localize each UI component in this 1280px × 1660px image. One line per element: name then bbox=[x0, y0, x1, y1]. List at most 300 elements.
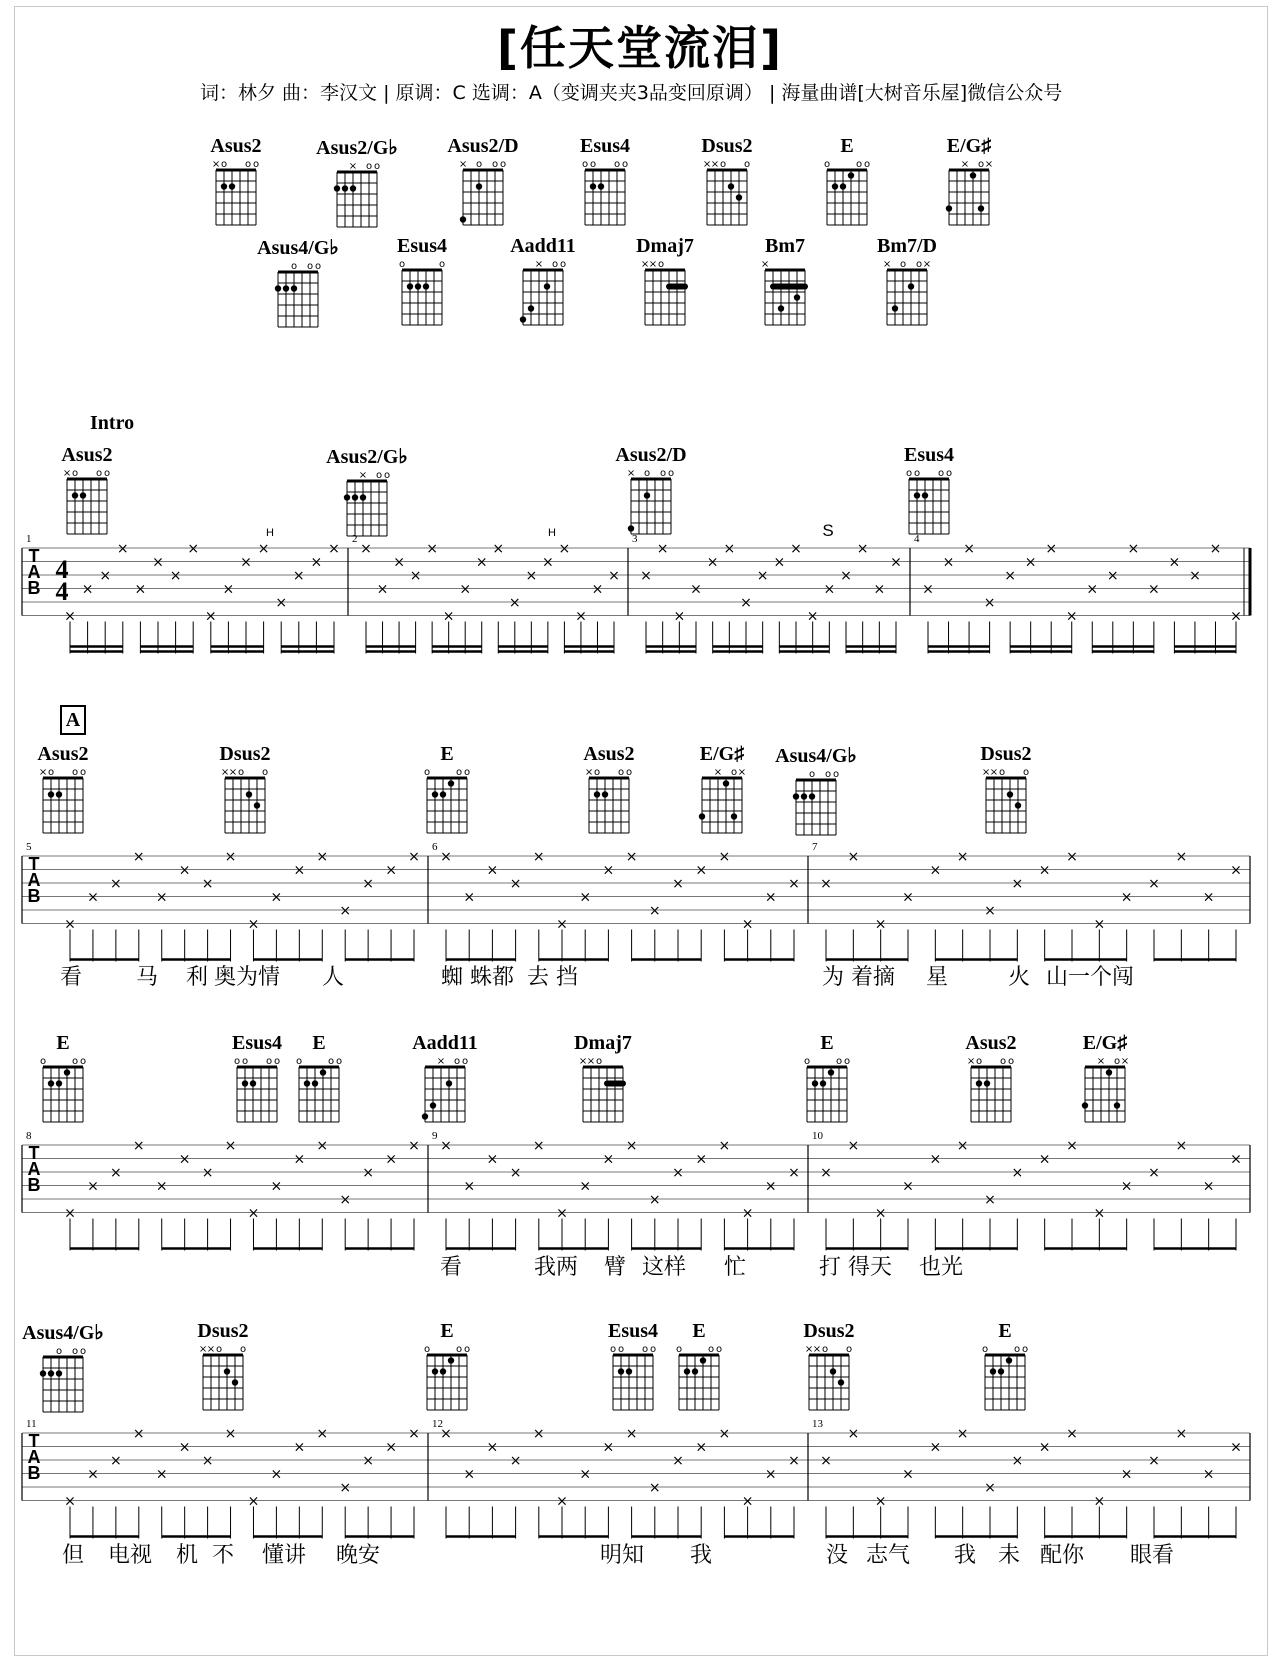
string-mark: o bbox=[659, 468, 667, 479]
tab-note: × bbox=[764, 1466, 777, 1483]
tab-note: × bbox=[1093, 916, 1106, 933]
string-mark: × bbox=[882, 259, 892, 270]
tab-note: × bbox=[806, 608, 819, 625]
lyric-word: 眼看 bbox=[1130, 1543, 1175, 1568]
tab-note: × bbox=[1066, 1426, 1078, 1442]
string-mark: × bbox=[981, 767, 991, 778]
string-mark: o bbox=[295, 1056, 303, 1067]
string-mark: o bbox=[975, 1056, 983, 1067]
tab-note: × bbox=[741, 916, 754, 933]
string-mark: × bbox=[648, 259, 658, 270]
lyric-word: 志气 bbox=[866, 1543, 911, 1568]
chord-name: Asus2/G♭ bbox=[316, 137, 398, 159]
tab-note: × bbox=[956, 1138, 969, 1154]
tab-note: × bbox=[764, 889, 777, 906]
string-mark: o bbox=[621, 159, 629, 170]
tab-note: × bbox=[508, 595, 521, 611]
string-mark: o bbox=[821, 1344, 829, 1355]
tab-note: × bbox=[393, 554, 405, 571]
string-mark: o bbox=[71, 767, 79, 778]
tab-note: × bbox=[956, 1426, 969, 1442]
string-mark: o bbox=[39, 1056, 47, 1067]
string-mark: o bbox=[455, 1344, 463, 1355]
tab-note: × bbox=[463, 889, 476, 906]
string-mark: × bbox=[358, 470, 368, 481]
tab-note: × bbox=[1230, 862, 1242, 879]
tab-note: × bbox=[874, 916, 887, 933]
tab-note: × bbox=[672, 1453, 684, 1469]
tab-note: × bbox=[87, 889, 99, 906]
string-mark: × bbox=[1096, 1056, 1106, 1067]
tab-note: × bbox=[929, 1439, 942, 1456]
tab-clef-letter: B bbox=[27, 578, 41, 598]
tab-note: × bbox=[764, 1178, 777, 1195]
measure-number: 13 bbox=[812, 1418, 823, 1430]
lyric-word: 我两 bbox=[534, 1255, 579, 1280]
tab-note: × bbox=[956, 849, 969, 865]
string-mark: o bbox=[463, 1344, 471, 1355]
string-mark: o bbox=[551, 259, 559, 270]
tab-note: × bbox=[316, 1426, 329, 1442]
lyric-word: 看 bbox=[440, 1255, 463, 1280]
tab-staff bbox=[22, 1418, 1250, 1539]
tab-note: × bbox=[1038, 862, 1051, 879]
tab-note: × bbox=[116, 541, 129, 557]
tab-note: × bbox=[532, 1138, 545, 1154]
tab-note: × bbox=[385, 862, 397, 879]
tab-note: × bbox=[293, 862, 306, 879]
tab-note: × bbox=[740, 595, 752, 611]
chord-name: Esus4 bbox=[903, 444, 955, 466]
tab-note: × bbox=[690, 581, 702, 598]
tab-note: × bbox=[1175, 1138, 1188, 1154]
string-mark: o bbox=[241, 1056, 249, 1067]
string-mark: o bbox=[103, 468, 111, 479]
string-mark: o bbox=[715, 1344, 723, 1355]
string-mark: o bbox=[945, 468, 953, 479]
string-mark: o bbox=[730, 767, 738, 778]
tab-clef-letter: T bbox=[28, 854, 40, 874]
chord-name: E/G♯ bbox=[946, 135, 992, 157]
tab-note: × bbox=[1106, 568, 1119, 584]
string-mark: o bbox=[47, 767, 55, 778]
tab-note: × bbox=[201, 1453, 214, 1469]
string-mark: o bbox=[373, 161, 381, 172]
chord-name: Esus4 bbox=[607, 1320, 659, 1342]
string-mark: o bbox=[641, 1344, 649, 1355]
tab-note: × bbox=[270, 1178, 283, 1195]
string-mark: × bbox=[626, 468, 636, 479]
tab-note: × bbox=[1175, 1426, 1188, 1442]
tab-note: × bbox=[385, 1439, 397, 1456]
string-mark: × bbox=[586, 1056, 596, 1067]
tab-note: × bbox=[625, 849, 638, 865]
lyric-word: 不 bbox=[212, 1543, 235, 1568]
string-mark: × bbox=[584, 767, 594, 778]
tab-note: × bbox=[1065, 608, 1078, 625]
tab-note: × bbox=[1148, 1453, 1160, 1469]
tab-note: × bbox=[1202, 889, 1215, 906]
tab-note: × bbox=[362, 1165, 375, 1181]
tab-note: × bbox=[1168, 554, 1181, 571]
lyric-word: 奥为情 bbox=[214, 965, 281, 990]
tab-note: × bbox=[790, 541, 802, 557]
tab-note: × bbox=[656, 541, 669, 557]
string-mark: o bbox=[365, 161, 373, 172]
string-mark: o bbox=[617, 767, 625, 778]
tab-note: × bbox=[788, 1165, 800, 1181]
string-mark: × bbox=[198, 1344, 208, 1355]
tab-note: × bbox=[440, 849, 452, 865]
page-title: [任天堂流泪] bbox=[496, 21, 784, 75]
tab-clef-letter: B bbox=[27, 1175, 41, 1195]
tab-note: × bbox=[1147, 581, 1160, 598]
tab-staff bbox=[22, 1130, 1250, 1251]
tab-note: × bbox=[408, 1138, 420, 1154]
chord-name: Dmaj7 bbox=[574, 1032, 632, 1054]
tab-note: × bbox=[440, 1426, 452, 1442]
tab-note: × bbox=[695, 1151, 708, 1168]
string-mark: × bbox=[966, 1056, 976, 1067]
tab-note: × bbox=[525, 568, 538, 584]
string-mark: o bbox=[383, 470, 391, 481]
tab-note: × bbox=[81, 581, 94, 598]
tab-note: × bbox=[408, 1426, 420, 1442]
string-mark: o bbox=[559, 259, 567, 270]
string-mark: × bbox=[640, 259, 650, 270]
tab-note: × bbox=[874, 1205, 887, 1222]
tab-note: × bbox=[1202, 1466, 1215, 1483]
tab-staff bbox=[22, 841, 1250, 962]
tab-note: × bbox=[1011, 876, 1024, 892]
string-mark: o bbox=[438, 259, 446, 270]
tab-note: × bbox=[201, 876, 214, 892]
string-mark: × bbox=[206, 1344, 216, 1355]
tab-note: × bbox=[773, 554, 786, 571]
lyric-word: 我 bbox=[690, 1543, 713, 1568]
tab-note: × bbox=[247, 1205, 260, 1222]
tab-note: × bbox=[648, 1192, 661, 1208]
string-mark: o bbox=[233, 1056, 241, 1067]
tab-note: × bbox=[608, 568, 620, 584]
chord-name: E/G♯ bbox=[1082, 1032, 1128, 1054]
string-mark: × bbox=[760, 259, 770, 270]
tab-clef-letter: T bbox=[28, 546, 40, 566]
tab-note: × bbox=[558, 541, 571, 557]
chord-name: Asus2 bbox=[965, 1032, 1017, 1054]
string-mark: o bbox=[845, 1344, 853, 1355]
chord-name: E bbox=[998, 1320, 1012, 1342]
string-mark: o bbox=[675, 1344, 683, 1355]
tab-note: × bbox=[240, 554, 252, 571]
chord-name: E bbox=[312, 1032, 326, 1054]
tab-note: × bbox=[723, 541, 736, 557]
tab-note: × bbox=[1230, 1151, 1242, 1168]
string-mark: o bbox=[461, 1056, 469, 1067]
tab-note: × bbox=[463, 1178, 476, 1195]
tab-note: × bbox=[169, 568, 182, 584]
tab-clef-letter: T bbox=[28, 1431, 40, 1451]
lyric-word: 没 bbox=[826, 1543, 849, 1568]
tab-note: × bbox=[224, 1138, 237, 1154]
tab-note: × bbox=[847, 1138, 860, 1154]
tab-note: × bbox=[247, 1493, 260, 1510]
string-mark: o bbox=[1013, 1344, 1021, 1355]
tab-note: × bbox=[602, 1151, 615, 1168]
tab-note: × bbox=[823, 581, 836, 598]
string-mark: × bbox=[534, 259, 544, 270]
chord-name: Esus4 bbox=[396, 235, 448, 257]
string-mark: × bbox=[211, 159, 221, 170]
tab-note: × bbox=[820, 1165, 832, 1181]
tab-note: × bbox=[840, 568, 852, 584]
tab-note: × bbox=[152, 554, 164, 571]
string-mark: o bbox=[998, 767, 1006, 778]
tab-note: × bbox=[509, 1165, 522, 1181]
chord-name: Asus2/D bbox=[447, 135, 519, 157]
tab-staff bbox=[22, 533, 1250, 654]
string-mark: o bbox=[55, 1346, 63, 1357]
string-mark: o bbox=[832, 769, 840, 780]
lyric-word: 人 bbox=[322, 965, 345, 990]
tab-note: × bbox=[1202, 1178, 1215, 1195]
tab-note: × bbox=[1066, 1138, 1078, 1154]
chord-name: Asus4/G♭ bbox=[257, 237, 339, 259]
string-mark: o bbox=[273, 1056, 281, 1067]
tab-note: × bbox=[625, 1138, 638, 1154]
tab-note: × bbox=[293, 1151, 306, 1168]
tab-note: × bbox=[1093, 1205, 1106, 1222]
tab-note: × bbox=[579, 1466, 592, 1483]
tab-note: × bbox=[741, 1493, 754, 1510]
time-signature: 4 bbox=[55, 555, 69, 584]
chord-name: Dsus2 bbox=[701, 135, 753, 157]
chord-name: Asus2 bbox=[583, 743, 635, 765]
tab-note: × bbox=[339, 1480, 352, 1496]
chord-name: E bbox=[440, 743, 454, 765]
string-mark: o bbox=[617, 1344, 625, 1355]
lyric-word: 蜘 蛛都 bbox=[441, 965, 514, 990]
string-mark: × bbox=[220, 767, 230, 778]
tab-note: × bbox=[1045, 541, 1058, 557]
tab-note: × bbox=[134, 581, 147, 598]
string-mark: o bbox=[803, 1056, 811, 1067]
tab-note: × bbox=[575, 608, 587, 625]
tab-note: × bbox=[695, 1439, 708, 1456]
tab-note: × bbox=[1189, 568, 1201, 584]
tab-note: × bbox=[270, 1466, 283, 1483]
tab-note: × bbox=[1148, 1165, 1160, 1181]
tab-note: × bbox=[99, 568, 112, 584]
chord-name: Bm7/D bbox=[877, 235, 937, 257]
measure-number: 3 bbox=[632, 533, 638, 545]
tab-note: × bbox=[984, 903, 996, 919]
string-mark: o bbox=[265, 1056, 273, 1067]
tab-note: × bbox=[64, 916, 76, 933]
tab-note: × bbox=[847, 1426, 860, 1442]
tab-note: × bbox=[1230, 608, 1242, 625]
tab-note: × bbox=[509, 1453, 522, 1469]
lyric-word: 看 bbox=[60, 965, 83, 990]
string-mark: × bbox=[710, 159, 720, 170]
tab-note: × bbox=[706, 554, 719, 571]
tab-note: × bbox=[385, 1151, 397, 1168]
lyric-word: 机 bbox=[176, 1543, 199, 1568]
tab-note: × bbox=[310, 554, 323, 571]
tab-note: × bbox=[509, 876, 522, 892]
tab-note: × bbox=[1127, 541, 1140, 557]
lyric-word: 电视 bbox=[108, 1543, 153, 1568]
tab-note: × bbox=[109, 876, 122, 892]
technique-label: H bbox=[548, 527, 556, 539]
tab-note: × bbox=[1209, 541, 1222, 557]
tab-note: × bbox=[788, 1453, 800, 1469]
tab-note: × bbox=[178, 1151, 191, 1168]
tab-note: × bbox=[556, 1493, 568, 1510]
tab-note: × bbox=[695, 862, 708, 879]
string-mark: o bbox=[375, 470, 383, 481]
string-mark: o bbox=[581, 159, 589, 170]
string-mark: o bbox=[1113, 1056, 1121, 1067]
tab-note: × bbox=[602, 1439, 615, 1456]
measure-number: 5 bbox=[26, 841, 32, 853]
string-mark: o bbox=[595, 1056, 603, 1067]
lyric-word: 山一个闯 bbox=[1046, 965, 1135, 990]
chord-name: E bbox=[820, 1032, 834, 1054]
chord-name: Aadd11 bbox=[510, 235, 576, 257]
tab-note: × bbox=[532, 1426, 545, 1442]
tab-note: × bbox=[1120, 889, 1133, 906]
chord-name: Dsus2 bbox=[197, 1320, 249, 1342]
chord-name: Esus4 bbox=[231, 1032, 283, 1054]
measure-number: 2 bbox=[352, 533, 358, 545]
tab-clef-letter: A bbox=[27, 1159, 41, 1179]
tab-note: × bbox=[486, 1151, 499, 1168]
string-mark: o bbox=[625, 767, 633, 778]
tab-note: × bbox=[486, 1439, 499, 1456]
tab-note: × bbox=[820, 1453, 832, 1469]
measure-number: 6 bbox=[432, 841, 438, 853]
tab-note: × bbox=[201, 1165, 214, 1181]
string-mark: o bbox=[398, 259, 406, 270]
string-mark: o bbox=[609, 1344, 617, 1355]
chord-name: Dsus2 bbox=[219, 743, 271, 765]
string-mark: o bbox=[237, 767, 245, 778]
string-mark: o bbox=[215, 1344, 223, 1355]
chord-name: Aadd11 bbox=[412, 1032, 478, 1054]
tab-note: × bbox=[625, 1426, 638, 1442]
technique-label: S bbox=[822, 521, 834, 540]
measure-number: 11 bbox=[26, 1418, 37, 1430]
tab-note: × bbox=[362, 876, 375, 892]
lyric-word: 这样 bbox=[642, 1255, 687, 1280]
string-mark: o bbox=[643, 468, 651, 479]
tab-note: × bbox=[440, 1138, 452, 1154]
tab-note: × bbox=[292, 568, 305, 584]
string-mark: o bbox=[589, 159, 597, 170]
string-mark: × bbox=[804, 1344, 814, 1355]
string-mark: × bbox=[702, 159, 712, 170]
chord-name: E/G♯ bbox=[699, 743, 745, 765]
string-mark: o bbox=[719, 159, 727, 170]
tab-note: × bbox=[155, 1178, 168, 1195]
tab-note: × bbox=[132, 1138, 145, 1154]
tab-note: × bbox=[741, 1205, 754, 1222]
string-mark: o bbox=[239, 1344, 247, 1355]
tab-note: × bbox=[541, 554, 554, 571]
lyric-word: 晚安 bbox=[336, 1543, 381, 1568]
tab-note: × bbox=[316, 849, 329, 865]
string-mark: o bbox=[707, 1344, 715, 1355]
tab-note: × bbox=[532, 849, 545, 865]
tab-note: × bbox=[109, 1453, 122, 1469]
tab-note: × bbox=[224, 1426, 237, 1442]
string-mark: × bbox=[578, 1056, 588, 1067]
tab-note: × bbox=[902, 889, 914, 906]
chord-name: Asus2 bbox=[37, 743, 89, 765]
tab-note: × bbox=[1011, 1165, 1024, 1181]
string-mark: × bbox=[348, 161, 358, 172]
string-mark: o bbox=[808, 769, 816, 780]
chord-name: Dsus2 bbox=[803, 1320, 855, 1342]
string-mark: o bbox=[999, 1056, 1007, 1067]
string-mark: o bbox=[843, 1056, 851, 1067]
time-signature: 4 bbox=[55, 577, 69, 606]
string-mark: × bbox=[960, 159, 970, 170]
tab-note: × bbox=[132, 1426, 145, 1442]
tab-note: × bbox=[984, 1480, 996, 1496]
string-mark: o bbox=[977, 159, 985, 170]
tab-note: × bbox=[788, 876, 800, 892]
tab-note: × bbox=[1230, 1439, 1242, 1456]
string-mark: × bbox=[737, 767, 747, 778]
tab-note: × bbox=[1066, 849, 1078, 865]
measure-number: 7 bbox=[812, 841, 818, 853]
string-mark: × bbox=[989, 767, 999, 778]
measure-number: 12 bbox=[432, 1418, 443, 1430]
tab-note: × bbox=[1093, 1493, 1106, 1510]
tab-note: × bbox=[942, 554, 955, 571]
lyric-word: 为 着摘 bbox=[822, 965, 895, 990]
tab-note: × bbox=[442, 608, 455, 625]
tab-note: × bbox=[963, 541, 975, 557]
lyric-word: 臂 bbox=[604, 1255, 627, 1280]
chord-name: Dmaj7 bbox=[636, 235, 694, 257]
tab-note: × bbox=[591, 581, 604, 598]
string-mark: o bbox=[824, 769, 832, 780]
tab-note: × bbox=[293, 1439, 306, 1456]
tab-note: × bbox=[178, 1439, 191, 1456]
string-mark: o bbox=[667, 468, 675, 479]
string-mark: × bbox=[436, 1056, 446, 1067]
tab-note: × bbox=[155, 1466, 168, 1483]
string-mark: o bbox=[649, 1344, 657, 1355]
string-mark: o bbox=[1007, 1056, 1015, 1067]
lyric-word: 打 得天 bbox=[819, 1255, 892, 1280]
rehearsal-mark-a: A bbox=[60, 705, 86, 735]
tab-note: × bbox=[929, 1151, 942, 1168]
tab-note: × bbox=[362, 1453, 375, 1469]
tab-note: × bbox=[820, 876, 832, 892]
lyric-word: 星 bbox=[926, 965, 949, 990]
string-mark: o bbox=[453, 1056, 461, 1067]
tab-note: × bbox=[155, 889, 168, 906]
tab-note: × bbox=[257, 541, 270, 557]
chord-name: Bm7 bbox=[765, 235, 805, 257]
tab-note: × bbox=[1120, 1466, 1133, 1483]
string-mark: o bbox=[95, 468, 103, 479]
tab-note: × bbox=[187, 541, 200, 557]
